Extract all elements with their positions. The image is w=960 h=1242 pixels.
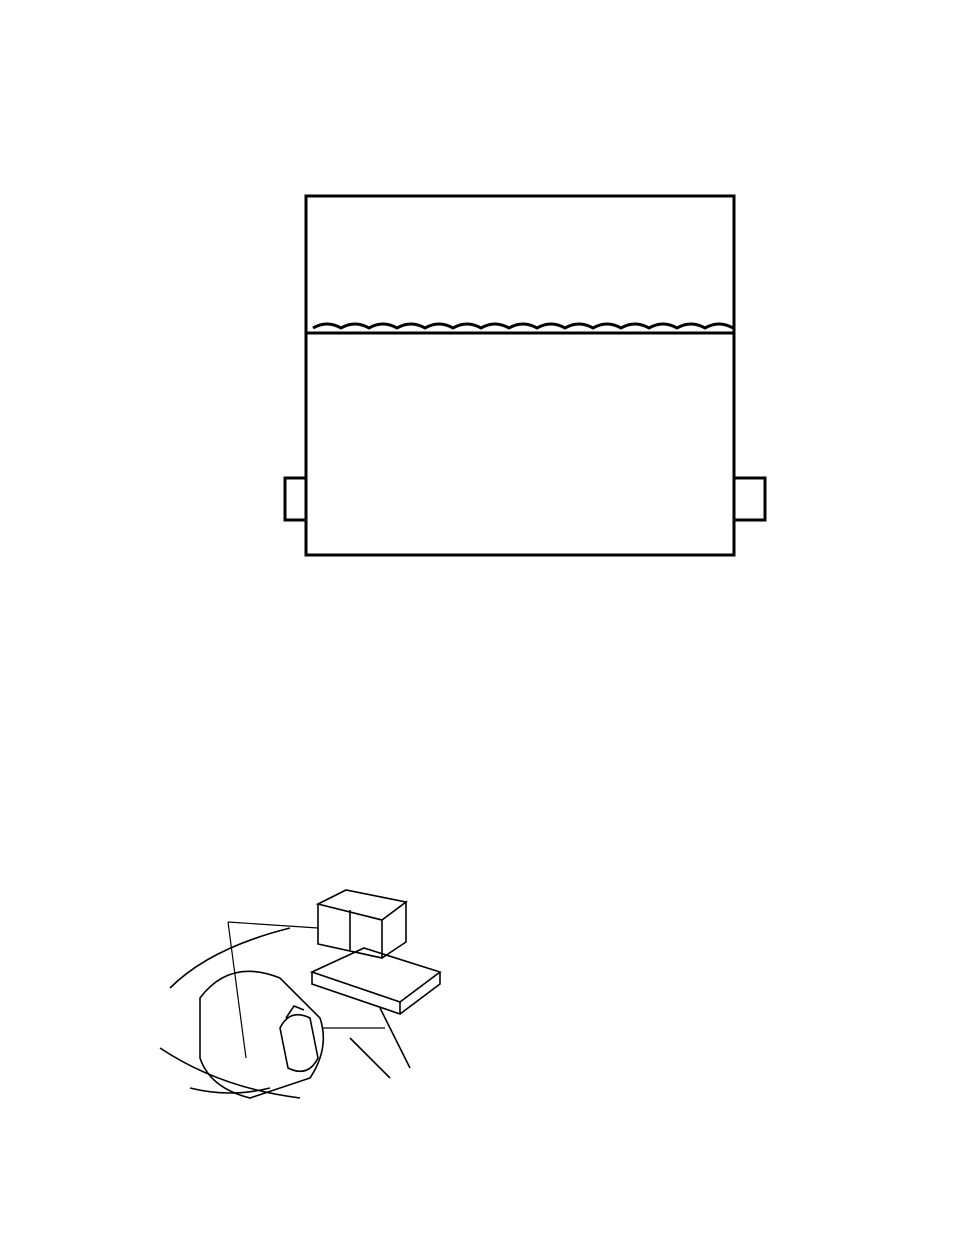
relays-leader-line bbox=[228, 922, 318, 928]
heated-seat-relay-illustration bbox=[150, 888, 470, 1113]
console-drawing bbox=[200, 971, 323, 1098]
fuse-relay-panel-diagram bbox=[283, 192, 767, 560]
footer-bar bbox=[0, 1222, 960, 1242]
fuse-box-drawing bbox=[312, 948, 440, 1014]
left-mount-tab bbox=[285, 478, 306, 520]
relay-block-drawing bbox=[318, 890, 406, 958]
panel-edge-wave bbox=[313, 324, 733, 328]
pump-drawing bbox=[280, 1006, 318, 1071]
right-mount-tab bbox=[734, 478, 765, 520]
panel-outline bbox=[306, 196, 734, 555]
car-body-lines bbox=[160, 928, 410, 1098]
